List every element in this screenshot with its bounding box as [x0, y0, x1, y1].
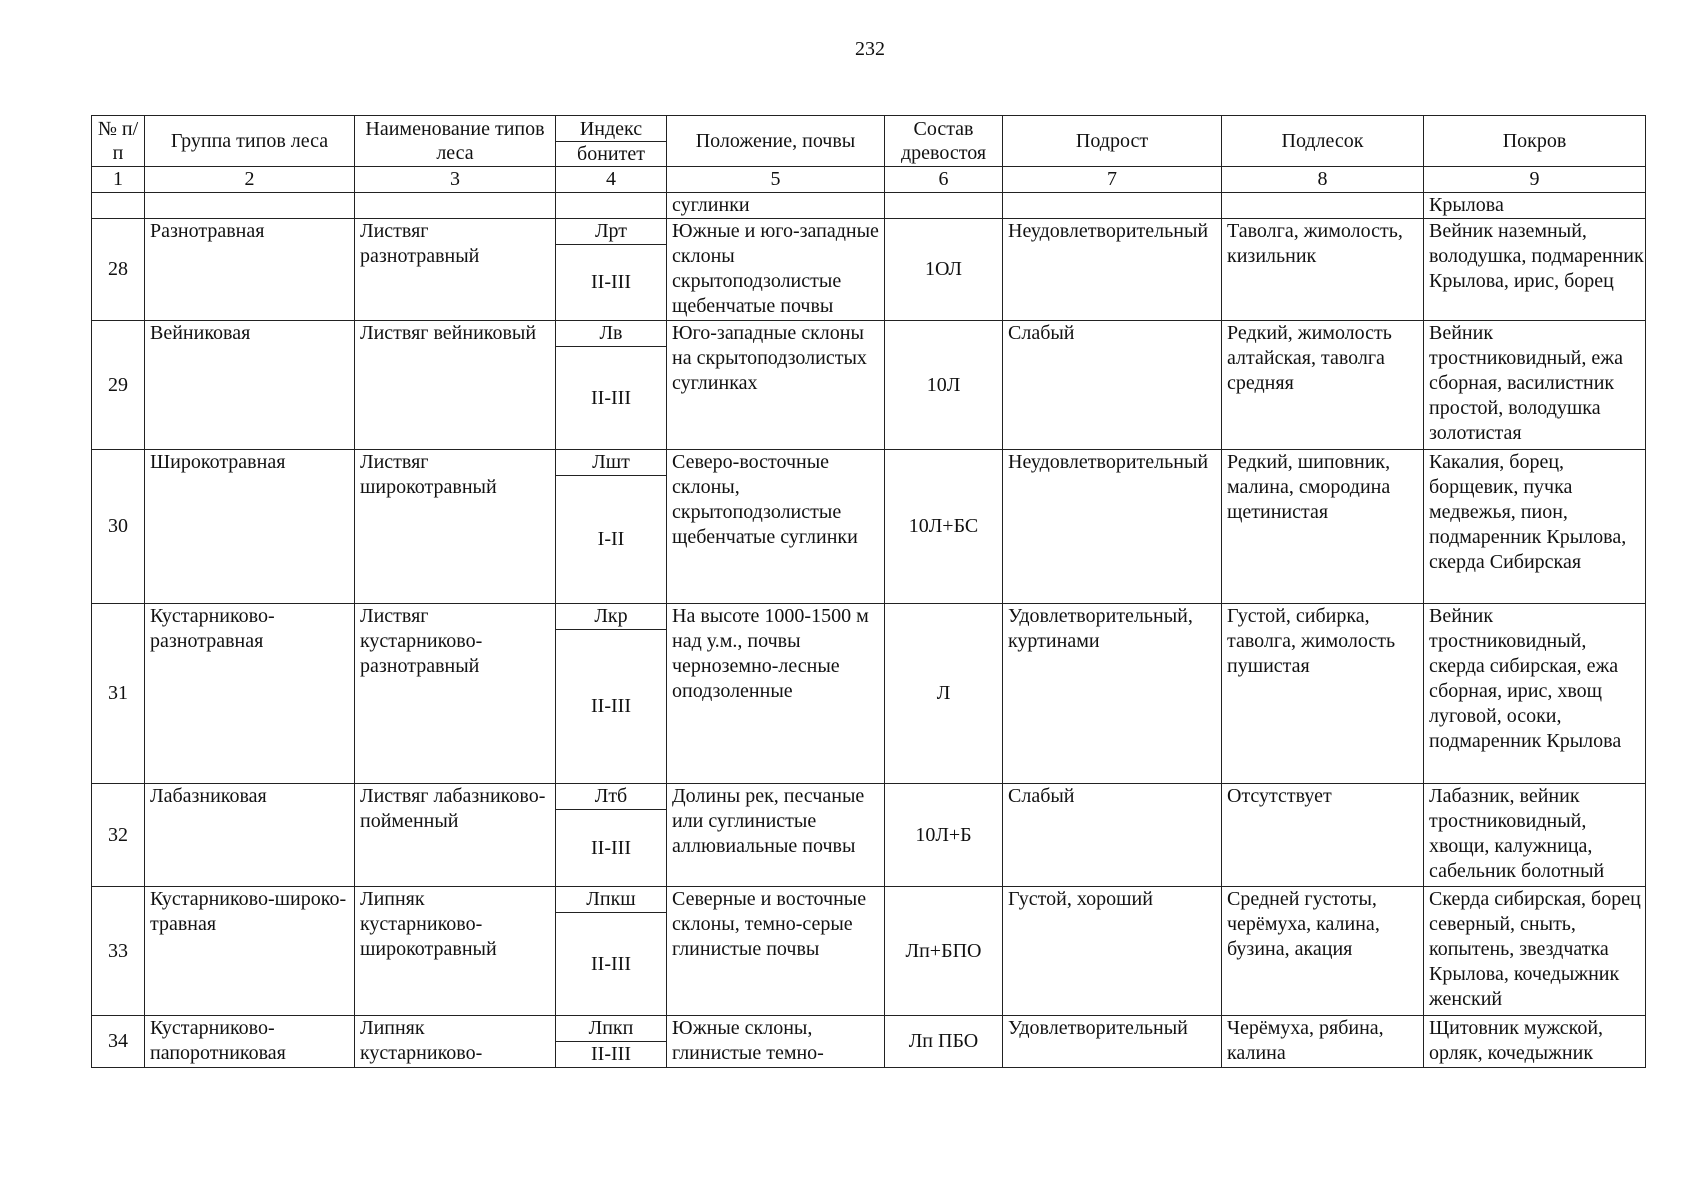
row-cover: Какалия, борец, борщевик, пучка медвежья, пион, подмаренник Крылова, скерда Сибирская — [1424, 450, 1646, 604]
row-cover: Скерда сибирская, борец северный, сныть, копытень, звездчатка Крылова, кочедыжник женский — [1424, 887, 1646, 1016]
column-number: 1 — [92, 167, 145, 193]
row-num: 34 — [92, 1016, 145, 1068]
row-name: Листвяг вейниковый — [355, 321, 556, 450]
row-composition: 10Л+БС — [885, 450, 1003, 604]
row-cover: Вейник тростниковидный, скерда сибирская, ежа сборная, ирис, хвощ луговой, осоки, подмаренник Крылова — [1424, 604, 1646, 784]
row-index: Лпкш — [556, 887, 667, 913]
row-name: Листвяг разнотравный — [355, 219, 556, 321]
row-num: 28 — [92, 219, 145, 321]
column-number: 5 — [667, 167, 885, 193]
row-position: Южные склоны, глинистые темно- — [667, 1016, 885, 1068]
row-bonitet: II-III — [556, 913, 667, 1016]
header-name: Наименование типов леса — [355, 116, 556, 167]
column-number: 3 — [355, 167, 556, 193]
row-composition: 1ОЛ — [885, 219, 1003, 321]
row-composition: 10Л — [885, 321, 1003, 450]
row-group: Широкотравная — [145, 450, 355, 604]
row-bonitet: II-III — [556, 245, 667, 321]
forest-types-table — [91, 115, 1646, 1068]
header-position: Положение, почвы — [667, 116, 885, 167]
row-group: Разнотравная — [145, 219, 355, 321]
row-index: Лтб — [556, 784, 667, 810]
row-underbrush: Отсутствует — [1222, 784, 1424, 887]
row-num: 33 — [92, 887, 145, 1016]
row-index: Лкр — [556, 604, 667, 630]
row-undergrowth: Слабый — [1003, 784, 1222, 887]
row-num: 30 — [92, 450, 145, 604]
row-underbrush: Черёмуха, рябина, калина — [1222, 1016, 1424, 1068]
row-undergrowth: Неудовлетворительный — [1003, 450, 1222, 604]
row-undergrowth: Удовлетворительный, куртинами — [1003, 604, 1222, 784]
row-name: Листвяг кустарниково-разнотравный — [355, 604, 556, 784]
row-composition: Лп ПБО — [885, 1016, 1003, 1068]
row-bonitet: I-II — [556, 476, 667, 604]
header-cover: Покров — [1424, 116, 1646, 167]
continuation-position: суглинки — [667, 193, 885, 219]
table-row — [92, 321, 1646, 347]
row-bonitet: II-III — [556, 810, 667, 887]
header-undergrowth: Подрост — [1003, 116, 1222, 167]
row-undergrowth: Неудовлетворительный — [1003, 219, 1222, 321]
row-position: На высоте 1000-1500 м над у.м., почвы черноземно-лесные оподзоленные — [667, 604, 885, 784]
row-underbrush: Редкий, жимолость алтайская, таволга средняя — [1222, 321, 1424, 450]
row-index: Лрт — [556, 219, 667, 245]
row-bonitet: II-III — [556, 1042, 667, 1068]
row-name: Листвяг широкотравный — [355, 450, 556, 604]
row-composition: Лп+БПО — [885, 887, 1003, 1016]
row-underbrush: Средней густоты, черёмуха, калина, бузина, акация — [1222, 887, 1424, 1016]
row-undergrowth: Слабый — [1003, 321, 1222, 450]
column-number: 6 — [885, 167, 1003, 193]
row-cover: Вейник наземный, володушка, подмаренник Крылова, ирис, борец — [1424, 219, 1646, 321]
row-index: Лпкп — [556, 1016, 667, 1042]
row-position: Юго-западные склоны на скрытоподзолистых суглинках — [667, 321, 885, 450]
row-underbrush: Густой, сибирка, таволга, жимолость пушистая — [1222, 604, 1424, 784]
row-name: Липняк кустарниково-широкотравный — [355, 887, 556, 1016]
row-num: 32 — [92, 784, 145, 887]
row-position: Северные и восточные склоны, темно-серые глинистые почвы — [667, 887, 885, 1016]
column-number: 8 — [1222, 167, 1424, 193]
row-bonitet: II-III — [556, 347, 667, 450]
header-bonitet: бонитет — [556, 142, 667, 167]
row-undergrowth: Удовлетворительный — [1003, 1016, 1222, 1068]
row-group: Вейниковая — [145, 321, 355, 450]
row-underbrush: Редкий, шиповник, малина, смородина щетинистая — [1222, 450, 1424, 604]
row-index: Лв — [556, 321, 667, 347]
row-underbrush: Таволга, жимолость, кизильник — [1222, 219, 1424, 321]
column-number: 9 — [1424, 167, 1646, 193]
row-num: 29 — [92, 321, 145, 450]
row-group: Кустарниково-широко-травная — [145, 887, 355, 1016]
row-group: Кустарниково-разнотравная — [145, 604, 355, 784]
header-num: № п/п — [92, 116, 145, 167]
page-number: 232 — [855, 38, 885, 60]
row-composition: 10Л+Б — [885, 784, 1003, 887]
row-group: Лабазниковая — [145, 784, 355, 887]
row-group: Кустарниково-папоротниковая — [145, 1016, 355, 1068]
header-group: Группа типов леса — [145, 116, 355, 167]
row-position: Северо-восточные склоны, скрытоподзолистые щебенчатые суглинки — [667, 450, 885, 604]
table-row — [92, 1016, 1646, 1042]
row-undergrowth: Густой, хороший — [1003, 887, 1222, 1016]
row-name: Листвяг лабазниково-пойменный — [355, 784, 556, 887]
header-composition: Состав древостоя — [885, 116, 1003, 167]
table-row — [92, 219, 1646, 245]
row-cover: Вейник тростниковидный, ежа сборная, василистник простой, володушка золотистая — [1424, 321, 1646, 450]
table-row — [92, 784, 1646, 810]
continuation-cover: Крылова — [1424, 193, 1646, 219]
row-name: Липняк кустарниково- — [355, 1016, 556, 1068]
row-index: Лшт — [556, 450, 667, 476]
table-row — [92, 887, 1646, 913]
continuation-row — [92, 193, 1646, 219]
row-cover: Лабазник, вейник тростниковидный, хвощи, калужница, сабельник болотный — [1424, 784, 1646, 887]
column-number: 2 — [145, 167, 355, 193]
row-cover: Щитовник мужской, орляк, кочедыжник — [1424, 1016, 1646, 1068]
row-composition: Л — [885, 604, 1003, 784]
table-row — [92, 604, 1646, 630]
row-position: Южные и юго-западные склоны скрытоподзолистые щебенчатые почвы — [667, 219, 885, 321]
row-num: 31 — [92, 604, 145, 784]
row-position: Долины рек, песчаные или суглинистые аллювиальные почвы — [667, 784, 885, 887]
column-number: 7 — [1003, 167, 1222, 193]
row-bonitet: II-III — [556, 630, 667, 784]
header-underbrush: Подлесок — [1222, 116, 1424, 167]
table-row — [92, 450, 1646, 476]
column-number: 4 — [556, 167, 667, 193]
header-index: Индекс — [556, 116, 667, 142]
